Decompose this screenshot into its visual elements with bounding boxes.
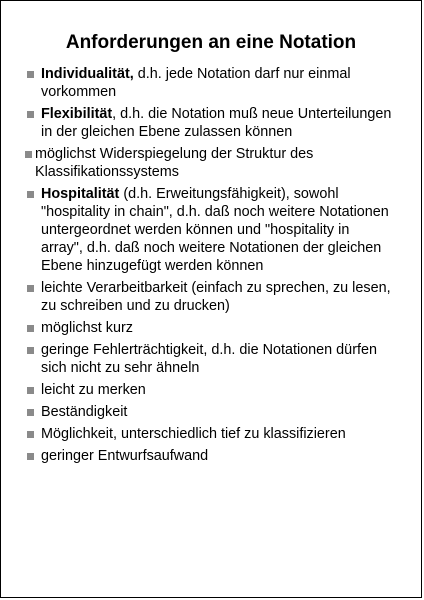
list-item: [25, 381, 395, 399]
list-item: [25, 319, 395, 337]
item-text: möglichst Widerspiegelung der Struktur des Klassifikationssystems: [35, 146, 314, 180]
square-bullet-icon: [27, 111, 34, 118]
item-bold-term: Flexibilität: [41, 106, 113, 122]
item-text: geringer Entwurfsaufwand: [41, 448, 209, 464]
item-text: möglichst kurz: [41, 320, 133, 336]
square-bullet-icon: [27, 285, 34, 292]
square-bullet-icon: [27, 191, 34, 198]
item-text: geringe Fehlerträchtigkeit, d.h. die Notationen dürfen sich nicht zu sehr ähneln: [41, 342, 377, 376]
square-bullet-icon: [25, 151, 32, 158]
square-bullet-icon: [27, 71, 34, 78]
list-item: [25, 279, 395, 315]
list-item: [25, 341, 395, 377]
list-item: [25, 447, 395, 465]
square-bullet-icon: [27, 431, 34, 438]
requirements-list: [25, 65, 395, 469]
item-bold-term: Hospitalität: [41, 186, 120, 202]
square-bullet-icon: [27, 325, 34, 332]
square-bullet-icon: [27, 453, 34, 460]
square-bullet-icon: [27, 409, 34, 416]
list-item: [25, 145, 395, 181]
list-item: [25, 185, 395, 275]
list-item: [25, 403, 395, 421]
slide-title: Anforderungen an eine Notation: [65, 32, 357, 53]
item-text: leichte Verarbeitbarkeit (einfach zu sprechen, zu lesen, zu schreiben und zu drucken): [41, 280, 391, 314]
item-text: Möglichkeit, unterschiedlich tief zu klassifizieren: [41, 426, 346, 442]
item-text: d.h. jede Notation darf nur einmal vorkommen: [41, 66, 351, 100]
item-text: (d.h. Erweitungsfähigkeit), sowohl "hospitality in chain", d.h. daß noch weitere Notationen untergeordnet werden können und "hospitality in array", d.h. daß noch weitere Notationen der gleichen Ebene hinzugefügt werden können: [41, 186, 389, 274]
list-item: [25, 105, 395, 141]
item-text: , d.h. die Notation muß neue Unterteilungen in der gleichen Ebene zulassen können: [41, 106, 392, 140]
square-bullet-icon: [27, 347, 34, 354]
list-item: [25, 65, 395, 101]
item-text: Beständigkeit: [41, 404, 128, 420]
square-bullet-icon: [27, 387, 34, 394]
item-text: leicht zu merken: [41, 382, 146, 398]
list-item: [25, 425, 395, 443]
item-bold-term: Individualität,: [41, 66, 134, 82]
